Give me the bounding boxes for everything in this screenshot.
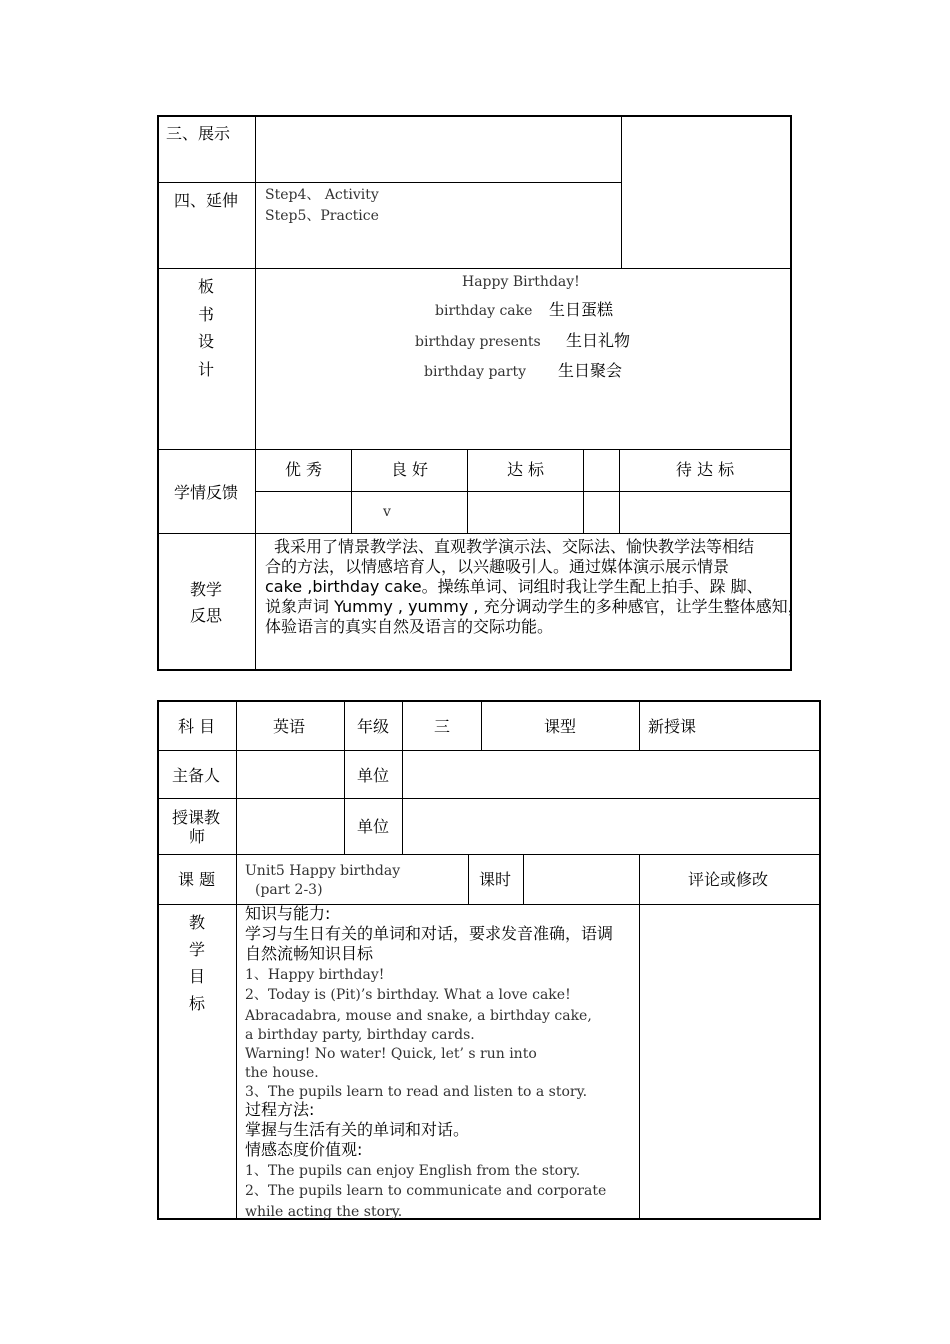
goals-line-9: the house. — [245, 1065, 319, 1081]
board-label-3: 设 — [198, 332, 215, 351]
period-label: 课时 — [479, 870, 512, 889]
goals-line-1: 知识与能力: — [245, 904, 331, 923]
feedback-header-good: 良 好 — [390, 460, 429, 479]
goals-line-8: Warning! No water! Quick, let’ s run into — [245, 1046, 537, 1062]
grade-value: 三 — [434, 717, 451, 736]
board-title: Happy Birthday! — [462, 274, 580, 290]
step4-text: Step4、 Activity — [265, 187, 379, 203]
reflection-line-1: 我采用了情景教学法、直观教学演示法、交际法、愉快教学法等相结 — [274, 537, 755, 556]
unit-label-1: 单位 — [357, 766, 390, 785]
reflection-line-2: 合的方法，以情感培育人，以兴趣吸引人。通过媒体演示展示情景 — [265, 557, 730, 576]
goals-line-3: 自然流畅知识目标 — [245, 944, 374, 963]
goals-line-5: 2、Today is (Pit)’s birthday. What a love cake! — [245, 987, 571, 1003]
goals-line-16: while acting the story. — [245, 1204, 403, 1220]
feedback-header-pending: 待 达 标 — [675, 460, 735, 479]
reflection-label-2: 反思 — [190, 606, 223, 625]
show-label: 三、展示 — [166, 124, 231, 143]
goals-line-14: 1、The pupils can enjoy English from the story. — [245, 1163, 581, 1179]
reflection-label-1: 教学 — [190, 580, 223, 599]
goals-label-3: 目 — [189, 967, 206, 986]
board-line-3-cn: 生日聚会 — [558, 361, 623, 380]
goals-label-1: 教 — [189, 913, 206, 932]
goals-line-10: 3、The pupils learn to read and listen to a story. — [245, 1084, 588, 1100]
goals-line-12: 掌握与生活有关的单词和对话。 — [245, 1120, 470, 1139]
feedback-mark: v — [383, 504, 391, 520]
unit-label-2: 单位 — [357, 817, 390, 836]
grade-label: 年级 — [357, 717, 390, 736]
goals-line-13: 情感态度价值观: — [245, 1140, 363, 1159]
goals-line-6: Abracadabra, mouse and snake, a birthday cake, — [245, 1008, 592, 1024]
type-value: 新授课 — [648, 717, 697, 736]
topic-value-2: (part 2-3) — [255, 882, 323, 898]
goals-line-15: 2、The pupils learn to communicate and corporate — [245, 1183, 607, 1199]
feedback-label: 学情反馈 — [174, 483, 239, 502]
goals-label-4: 标 — [189, 994, 206, 1013]
preparer-label: 主备人 — [172, 766, 221, 785]
board-label-2: 书 — [198, 305, 215, 324]
feedback-header-pass: 达 标 — [506, 460, 545, 479]
comment-label: 评论或修改 — [688, 870, 769, 889]
goals-line-2: 学习与生日有关的单词和对话，要求发音准确，语调 — [245, 924, 614, 943]
feedback-header-excellent: 优 秀 — [284, 460, 323, 479]
board-line-1-en: birthday cake — [435, 303, 533, 319]
goals-line-11: 过程方法: — [245, 1100, 315, 1119]
topic-value-1: Unit5 Happy birthday — [245, 863, 401, 879]
board-line-2-cn: 生日礼物 — [566, 331, 631, 350]
goals-label-2: 学 — [189, 940, 206, 959]
reflection-line-5: 体验语言的真实自然及语言的交际功能。 — [265, 617, 554, 636]
type-label: 课型 — [544, 717, 577, 736]
board-line-1-cn: 生日蛋糕 — [549, 300, 614, 319]
goals-line-7: a birthday party, birthday cards. — [245, 1027, 475, 1043]
teacher-label-1: 授课教 — [172, 808, 221, 827]
extension-label: 四、延伸 — [174, 191, 239, 210]
board-line-2-en: birthday presents — [415, 334, 541, 350]
step5-text: Step5、Practice — [265, 208, 379, 224]
reflection-line-3: cake ,birthday cake。操练单词、词组时我让学生配上拍手、跺 脚、 — [265, 577, 763, 596]
subject-label: 科 目 — [178, 717, 216, 736]
goals-line-4: 1、Happy birthday! — [245, 967, 385, 983]
board-line-3-en: birthday party — [424, 364, 526, 380]
topic-label: 课 题 — [178, 870, 216, 889]
board-label-4: 计 — [198, 360, 215, 379]
board-label-1: 板 — [198, 277, 215, 296]
reflection-line-4: 说象声词 Yummy , yummy , 充分调动学生的多种感官，让学生整体感知， — [265, 597, 804, 616]
teacher-label-2: 师 — [189, 827, 206, 846]
subject-value: 英语 — [273, 717, 306, 736]
